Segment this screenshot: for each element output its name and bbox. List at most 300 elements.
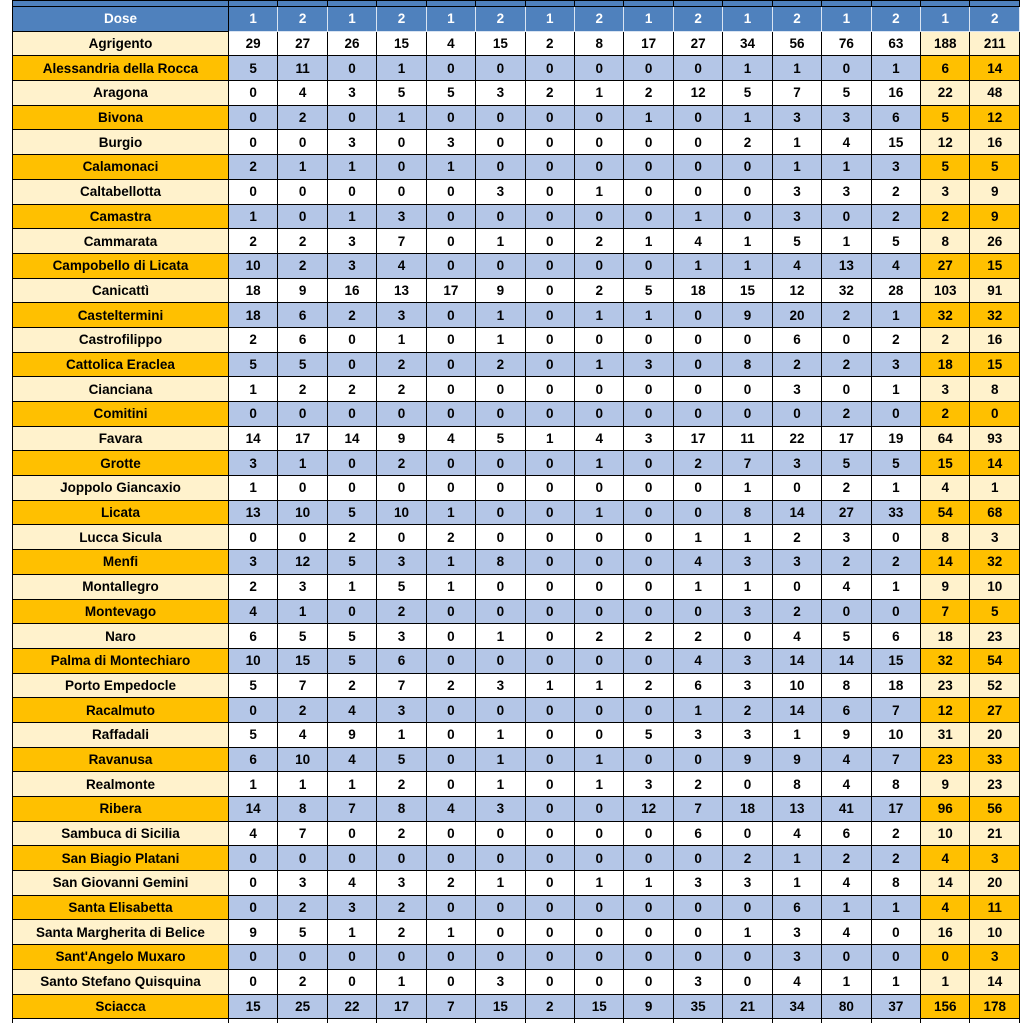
value-cell: 1 — [327, 155, 376, 180]
value-cell: 3 — [327, 253, 376, 278]
value-cell: 0 — [476, 105, 525, 130]
value-cell: 0 — [228, 698, 277, 723]
value-cell: 0 — [772, 402, 821, 427]
value-cell: 7 — [871, 747, 920, 772]
value-cell: 5 — [327, 624, 376, 649]
total-cell: 18 — [921, 624, 970, 649]
value-cell: 0 — [327, 846, 376, 871]
value-cell: 1 — [574, 451, 623, 476]
value-cell: 5 — [822, 624, 871, 649]
total-cell: 10 — [970, 574, 1020, 599]
value-cell: 0 — [476, 500, 525, 525]
value-cell: 5 — [772, 229, 821, 254]
table-row — [13, 204, 1020, 229]
value-cell: 1 — [278, 599, 327, 624]
total-cell: 3 — [921, 179, 970, 204]
value-cell: 0 — [525, 155, 574, 180]
value-cell: 3 — [871, 155, 920, 180]
value-cell: 8 — [377, 797, 426, 822]
value-cell: 0 — [624, 599, 673, 624]
value-cell: 0 — [426, 451, 475, 476]
table-row — [13, 179, 1020, 204]
value-cell: 3 — [278, 871, 327, 896]
value-cell: 29 — [228, 31, 277, 56]
value-cell: 1 — [228, 476, 277, 501]
value-cell: 0 — [278, 525, 327, 550]
value-cell: 4 — [228, 821, 277, 846]
value-cell: 8 — [278, 797, 327, 822]
value-cell: 2 — [871, 179, 920, 204]
value-cell: 4 — [327, 871, 376, 896]
value-cell: 0 — [327, 105, 376, 130]
value-cell: 2 — [278, 698, 327, 723]
total-cell: 16 — [921, 920, 970, 945]
bottom-border-row — [13, 1019, 1020, 1024]
value-cell: 1 — [772, 846, 821, 871]
value-cell: 5 — [723, 81, 772, 106]
value-cell: 0 — [426, 945, 475, 970]
dose-header-cell: 2 — [673, 7, 722, 32]
municipality-name: Aragona — [13, 81, 229, 106]
value-cell: 3 — [377, 303, 426, 328]
value-cell: 6 — [377, 648, 426, 673]
value-cell: 0 — [426, 352, 475, 377]
total-cell: 26 — [970, 229, 1020, 254]
value-cell: 6 — [772, 895, 821, 920]
value-cell: 0 — [574, 895, 623, 920]
table-row — [13, 797, 1020, 822]
value-cell: 9 — [723, 303, 772, 328]
value-cell: 1 — [377, 105, 426, 130]
value-cell: 0 — [525, 303, 574, 328]
value-cell: 6 — [871, 105, 920, 130]
value-cell: 4 — [574, 426, 623, 451]
value-cell: 0 — [673, 846, 722, 871]
table-row — [13, 130, 1020, 155]
total-cell: 2 — [921, 402, 970, 427]
value-cell: 2 — [871, 550, 920, 575]
value-cell: 1 — [228, 204, 277, 229]
value-cell: 3 — [822, 525, 871, 550]
value-cell: 3 — [871, 352, 920, 377]
municipality-name: Castrofilippo — [13, 327, 229, 352]
value-cell: 0 — [673, 377, 722, 402]
value-cell: 10 — [278, 500, 327, 525]
value-cell: 2 — [377, 895, 426, 920]
value-cell: 15 — [377, 31, 426, 56]
total-cell: 23 — [921, 673, 970, 698]
table-row — [13, 994, 1020, 1019]
value-cell: 0 — [723, 772, 772, 797]
value-cell: 1 — [822, 895, 871, 920]
value-cell: 3 — [377, 204, 426, 229]
value-cell: 3 — [327, 81, 376, 106]
table-row — [13, 476, 1020, 501]
total-cell: 15 — [970, 253, 1020, 278]
value-cell: 0 — [822, 599, 871, 624]
value-cell: 0 — [327, 945, 376, 970]
value-cell: 0 — [574, 56, 623, 81]
value-cell: 15 — [871, 648, 920, 673]
total-cell: 23 — [970, 624, 1020, 649]
value-cell: 1 — [673, 698, 722, 723]
value-cell: 5 — [327, 500, 376, 525]
total-cell: 8 — [970, 377, 1020, 402]
value-cell: 0 — [574, 550, 623, 575]
value-cell: 2 — [822, 550, 871, 575]
value-cell: 0 — [723, 179, 772, 204]
total-cell: 32 — [921, 648, 970, 673]
value-cell: 27 — [673, 31, 722, 56]
value-cell: 18 — [871, 673, 920, 698]
value-cell: 0 — [624, 500, 673, 525]
value-cell: 1 — [574, 772, 623, 797]
value-cell: 4 — [871, 253, 920, 278]
total-cell: 96 — [921, 797, 970, 822]
value-cell: 0 — [327, 179, 376, 204]
value-cell: 5 — [327, 550, 376, 575]
total-cell: 10 — [970, 920, 1020, 945]
value-cell: 0 — [476, 476, 525, 501]
value-cell: 3 — [772, 179, 821, 204]
value-cell: 3 — [673, 722, 722, 747]
total-cell: 93 — [970, 426, 1020, 451]
value-cell: 15 — [871, 130, 920, 155]
value-cell: 2 — [228, 574, 277, 599]
value-cell: 0 — [525, 920, 574, 945]
value-cell: 0 — [574, 253, 623, 278]
municipality-name: Realmonte — [13, 772, 229, 797]
value-cell: 0 — [525, 476, 574, 501]
value-cell: 9 — [228, 920, 277, 945]
value-cell: 10 — [772, 673, 821, 698]
table-row — [13, 772, 1020, 797]
value-cell: 2 — [525, 81, 574, 106]
value-cell: 0 — [327, 821, 376, 846]
value-cell: 4 — [673, 648, 722, 673]
value-cell: 2 — [822, 303, 871, 328]
value-cell: 0 — [426, 229, 475, 254]
value-cell: 27 — [278, 31, 327, 56]
value-cell: 1 — [723, 525, 772, 550]
value-cell: 15 — [723, 278, 772, 303]
value-cell: 18 — [228, 303, 277, 328]
municipality-name: Camastra — [13, 204, 229, 229]
municipality-name: Naro — [13, 624, 229, 649]
value-cell: 5 — [228, 673, 277, 698]
municipality-name: Cammarata — [13, 229, 229, 254]
total-cell: 54 — [921, 500, 970, 525]
value-cell: 0 — [822, 377, 871, 402]
value-cell: 1 — [772, 722, 821, 747]
value-cell: 15 — [278, 648, 327, 673]
total-cell: 20 — [970, 722, 1020, 747]
value-cell: 56 — [772, 31, 821, 56]
value-cell: 0 — [426, 377, 475, 402]
value-cell: 0 — [624, 155, 673, 180]
total-cell: 14 — [921, 550, 970, 575]
value-cell: 0 — [624, 402, 673, 427]
dose-header-cell: 2 — [278, 7, 327, 32]
value-cell: 2 — [624, 624, 673, 649]
value-cell: 3 — [377, 871, 426, 896]
value-cell: 16 — [327, 278, 376, 303]
value-cell: 0 — [327, 402, 376, 427]
value-cell: 0 — [327, 476, 376, 501]
value-cell: 2 — [822, 352, 871, 377]
value-cell: 5 — [377, 81, 426, 106]
value-cell: 0 — [476, 846, 525, 871]
value-cell: 3 — [327, 229, 376, 254]
value-cell: 2 — [476, 352, 525, 377]
total-cell: 14 — [970, 56, 1020, 81]
value-cell: 0 — [228, 945, 277, 970]
total-cell: 33 — [970, 747, 1020, 772]
table-row — [13, 327, 1020, 352]
value-cell: 2 — [525, 31, 574, 56]
value-cell: 2 — [772, 352, 821, 377]
value-cell: 0 — [772, 476, 821, 501]
value-cell: 3 — [723, 648, 772, 673]
value-cell: 1 — [278, 155, 327, 180]
value-cell: 1 — [673, 525, 722, 550]
value-cell: 2 — [822, 846, 871, 871]
value-cell: 4 — [772, 253, 821, 278]
value-cell: 5 — [278, 920, 327, 945]
value-cell: 37 — [871, 994, 920, 1019]
value-cell: 14 — [772, 500, 821, 525]
value-cell: 2 — [723, 130, 772, 155]
value-cell: 0 — [525, 278, 574, 303]
value-cell: 0 — [377, 525, 426, 550]
value-cell: 1 — [574, 81, 623, 106]
value-cell: 17 — [624, 31, 673, 56]
value-cell: 0 — [228, 846, 277, 871]
value-cell: 0 — [278, 402, 327, 427]
table-body — [13, 1, 1020, 1024]
value-cell: 0 — [624, 204, 673, 229]
value-cell: 2 — [772, 525, 821, 550]
value-cell: 0 — [327, 352, 376, 377]
value-cell: 1 — [574, 303, 623, 328]
total-cell: 188 — [921, 31, 970, 56]
value-cell: 1 — [871, 303, 920, 328]
value-cell: 4 — [377, 253, 426, 278]
value-cell: 0 — [723, 895, 772, 920]
municipality-name: Burgio — [13, 130, 229, 155]
value-cell: 2 — [426, 525, 475, 550]
value-cell: 3 — [228, 451, 277, 476]
value-cell: 3 — [772, 550, 821, 575]
value-cell: 7 — [772, 81, 821, 106]
value-cell: 0 — [476, 525, 525, 550]
value-cell: 0 — [673, 155, 722, 180]
value-cell: 15 — [476, 31, 525, 56]
municipality-name: Calamonaci — [13, 155, 229, 180]
municipality-name: Santa Margherita di Belice — [13, 920, 229, 945]
value-cell: 0 — [822, 945, 871, 970]
value-cell: 0 — [476, 648, 525, 673]
total-cell: 3 — [921, 377, 970, 402]
value-cell: 2 — [327, 525, 376, 550]
value-cell: 1 — [723, 229, 772, 254]
value-cell: 1 — [278, 772, 327, 797]
value-cell: 0 — [426, 303, 475, 328]
value-cell: 9 — [772, 747, 821, 772]
value-cell: 1 — [426, 574, 475, 599]
value-cell: 5 — [377, 574, 426, 599]
table-row — [13, 969, 1020, 994]
dose-header-cell: 2 — [574, 7, 623, 32]
value-cell: 0 — [278, 179, 327, 204]
value-cell: 0 — [327, 56, 376, 81]
dose-header-cell: 2 — [476, 7, 525, 32]
value-cell: 1 — [476, 303, 525, 328]
value-cell: 0 — [723, 624, 772, 649]
value-cell: 6 — [228, 624, 277, 649]
value-cell: 0 — [871, 525, 920, 550]
value-cell: 1 — [525, 426, 574, 451]
table-row — [13, 451, 1020, 476]
value-cell: 15 — [574, 994, 623, 1019]
value-cell: 0 — [574, 402, 623, 427]
total-cell: 3 — [970, 525, 1020, 550]
value-cell: 2 — [871, 327, 920, 352]
value-cell: 0 — [624, 476, 673, 501]
value-cell: 2 — [822, 476, 871, 501]
value-cell: 5 — [822, 451, 871, 476]
value-cell: 1 — [822, 155, 871, 180]
value-cell: 1 — [574, 352, 623, 377]
value-cell: 1 — [476, 327, 525, 352]
value-cell: 5 — [377, 747, 426, 772]
value-cell: 0 — [426, 327, 475, 352]
total-cell: 32 — [970, 303, 1020, 328]
value-cell: 2 — [624, 673, 673, 698]
value-cell: 0 — [624, 550, 673, 575]
value-cell: 0 — [624, 525, 673, 550]
dose-table — [12, 0, 1020, 1023]
value-cell: 0 — [228, 179, 277, 204]
value-cell: 2 — [327, 377, 376, 402]
value-cell: 2 — [278, 105, 327, 130]
value-cell: 3 — [772, 377, 821, 402]
value-cell: 5 — [228, 722, 277, 747]
value-cell: 5 — [278, 352, 327, 377]
value-cell: 2 — [525, 994, 574, 1019]
value-cell: 1 — [377, 327, 426, 352]
value-cell: 3 — [476, 797, 525, 822]
value-cell: 9 — [624, 994, 673, 1019]
total-cell: 20 — [970, 871, 1020, 896]
municipality-name: Campobello di Licata — [13, 253, 229, 278]
table-row — [13, 599, 1020, 624]
total-cell: 23 — [921, 747, 970, 772]
value-cell: 6 — [822, 698, 871, 723]
value-cell: 0 — [624, 648, 673, 673]
value-cell: 0 — [377, 846, 426, 871]
value-cell: 0 — [476, 451, 525, 476]
dose-header-cell: 1 — [228, 7, 277, 32]
value-cell: 0 — [278, 846, 327, 871]
value-cell: 0 — [723, 155, 772, 180]
value-cell: 11 — [278, 56, 327, 81]
value-cell: 0 — [525, 451, 574, 476]
value-cell: 9 — [723, 747, 772, 772]
municipality-name: Sant'Angelo Muxaro — [13, 945, 229, 970]
value-cell: 3 — [822, 179, 871, 204]
value-cell: 0 — [426, 204, 475, 229]
value-cell: 21 — [723, 994, 772, 1019]
municipality-name: Santa Elisabetta — [13, 895, 229, 920]
value-cell: 0 — [574, 969, 623, 994]
value-cell: 9 — [327, 722, 376, 747]
table-row — [13, 574, 1020, 599]
value-cell: 0 — [476, 253, 525, 278]
table-row — [13, 698, 1020, 723]
value-cell: 0 — [673, 352, 722, 377]
value-cell: 0 — [871, 920, 920, 945]
value-cell: 0 — [723, 821, 772, 846]
value-cell: 3 — [327, 895, 376, 920]
municipality-name: Agrigento — [13, 31, 229, 56]
value-cell: 0 — [624, 846, 673, 871]
municipality-name: Caltabellotta — [13, 179, 229, 204]
value-cell: 1 — [624, 229, 673, 254]
total-cell: 32 — [921, 303, 970, 328]
value-cell: 3 — [327, 130, 376, 155]
total-cell: 15 — [921, 451, 970, 476]
dose-header-cell: 1 — [525, 7, 574, 32]
value-cell: 0 — [525, 846, 574, 871]
value-cell: 2 — [723, 846, 772, 871]
municipality-name: Canicattì — [13, 278, 229, 303]
value-cell: 0 — [871, 402, 920, 427]
value-cell: 0 — [525, 747, 574, 772]
value-cell: 76 — [822, 31, 871, 56]
value-cell: 2 — [673, 772, 722, 797]
value-cell: 1 — [426, 155, 475, 180]
table-row — [13, 821, 1020, 846]
municipality-name: Santo Stefano Quisquina — [13, 969, 229, 994]
value-cell: 18 — [673, 278, 722, 303]
total-cell: 52 — [970, 673, 1020, 698]
value-cell: 0 — [822, 327, 871, 352]
value-cell: 4 — [822, 130, 871, 155]
value-cell: 0 — [228, 402, 277, 427]
value-cell: 13 — [772, 797, 821, 822]
value-cell: 0 — [476, 204, 525, 229]
value-cell: 8 — [574, 31, 623, 56]
value-cell: 1 — [723, 920, 772, 945]
value-cell: 10 — [278, 747, 327, 772]
table-row — [13, 895, 1020, 920]
total-cell: 5 — [970, 155, 1020, 180]
value-cell: 3 — [772, 945, 821, 970]
value-cell: 0 — [426, 402, 475, 427]
value-cell: 2 — [377, 821, 426, 846]
municipality-name: Comitini — [13, 402, 229, 427]
value-cell: 0 — [574, 476, 623, 501]
value-cell: 0 — [673, 130, 722, 155]
municipality-name: San Giovanni Gemini — [13, 871, 229, 896]
value-cell: 3 — [723, 722, 772, 747]
value-cell: 0 — [673, 599, 722, 624]
value-cell: 0 — [228, 130, 277, 155]
value-cell: 10 — [228, 648, 277, 673]
value-cell: 1 — [624, 871, 673, 896]
value-cell: 6 — [772, 327, 821, 352]
